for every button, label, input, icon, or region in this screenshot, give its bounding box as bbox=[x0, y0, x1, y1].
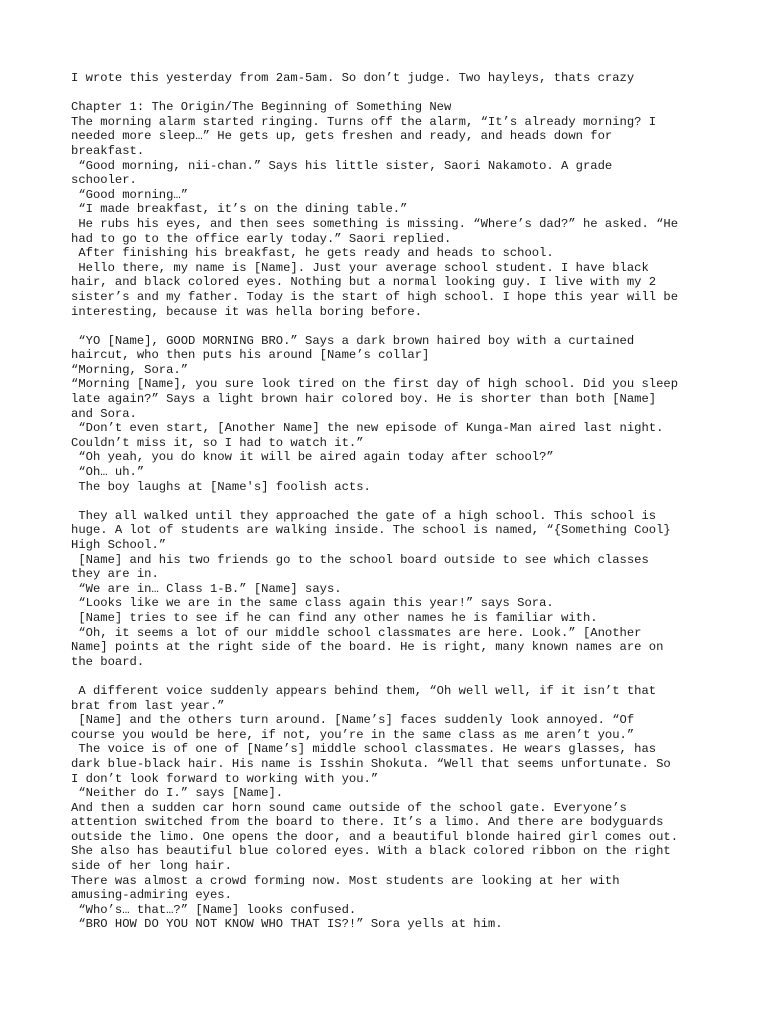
text-line: “BRO HOW DO YOU NOT KNOW WHO THAT IS?!” Sora yells at him. bbox=[71, 917, 503, 932]
text-line: High School.” bbox=[71, 538, 167, 552]
text-line: [Name] and his two friends go to the school board outside to see which classes bbox=[71, 552, 649, 567]
text-line: He rubs his eyes, and then sees something is missing. “Where’s dad?” he asked. “He bbox=[71, 216, 679, 231]
paragraph-gap bbox=[71, 494, 711, 509]
text-line: late again?” Says a light brown hair colored boy. He is shorter than both [Name] bbox=[71, 392, 657, 407]
text-line: brat from last year.” bbox=[71, 698, 225, 713]
text-line: “Good morning, nii-chan.” Says his little sister, Saori Nakamoto. A grade bbox=[71, 158, 613, 173]
text-line: The voice is of one of [Name’s] middle school classmates. He wears glasses, has bbox=[71, 742, 657, 757]
text-line: side of her long hair. bbox=[71, 859, 232, 874]
text-line: and Sora. bbox=[71, 406, 137, 421]
text-line: “Morning [Name], you sure look tired on the first day of high school. Did you sleep bbox=[71, 377, 679, 392]
text-line: “Looks like we are in the same class again this year!” says Sora. bbox=[71, 596, 554, 611]
text-line: amusing-admiring eyes. bbox=[71, 888, 232, 903]
text-line: Couldn’t miss it, so I had to watch it.” bbox=[71, 435, 364, 450]
text-line: the board. bbox=[71, 654, 145, 669]
text-line: There was almost a crowd forming now. Most students are looking at her with bbox=[71, 873, 620, 888]
text-line: interesting, because it was hella boring before. bbox=[71, 304, 423, 319]
text-line: attention switched from the board to there. It’s a limo. And there are bodyguards bbox=[71, 815, 664, 830]
text-line: “Oh, it seems a lot of our middle school classmates are here. Look.” [Another bbox=[71, 625, 642, 640]
text-line: “Neither do I.” says [Name]. bbox=[71, 786, 284, 801]
text-line: A different voice suddenly appears behind them, “Oh well well, if it isn’t that bbox=[71, 683, 657, 698]
text-line: haircut, who then puts his around [Name’s collar] bbox=[71, 348, 430, 363]
text-line: Hello there, my name is [Name]. Just your average school student. I have black bbox=[71, 260, 649, 275]
paragraph-gap bbox=[71, 86, 711, 101]
text-line: “We are in… Class 1-B.” [Name] says. bbox=[71, 581, 342, 596]
text-line: [Name] and the others turn around. [Name’s] faces suddenly look annoyed. “Of bbox=[71, 713, 635, 728]
text-line: had to go to the office early today.” Saori replied. bbox=[71, 231, 452, 246]
text-line: sister’s and my father. Today is the start of high school. I hope this year will be bbox=[71, 289, 679, 304]
text-line: outside the limo. One opens the door, and a beautiful blonde haired girl comes out. bbox=[71, 829, 679, 844]
text-line: “Who’s… that…?” [Name] looks confused. bbox=[71, 902, 357, 917]
text-line: I don’t look forward to working with you.” bbox=[71, 771, 379, 786]
text-line: And then a sudden car horn sound came outside of the school gate. Everyone’s bbox=[71, 800, 627, 815]
text-line: huge. A lot of students are walking inside. The school is named, “{Something Cool} bbox=[71, 523, 671, 538]
document-page bbox=[71, 71, 711, 932]
text-line: dark blue-black hair. His name is Isshin Shokuta. “Well that seems unfortunate. So bbox=[71, 756, 671, 771]
text-line: “Morning, Sora.” bbox=[71, 362, 189, 377]
text-line: “YO [Name], GOOD MORNING BRO.” Says a dark brown haired boy with a curtained bbox=[71, 333, 635, 348]
text-line: they are in. bbox=[71, 567, 159, 582]
text-line: breakfast. bbox=[71, 143, 145, 158]
text-line: needed more sleep…” He gets up, gets freshen and ready, and heads down for bbox=[71, 129, 613, 144]
text-line: “Good morning…” bbox=[71, 187, 189, 202]
text-line: “Oh yeah, you do know it will be aired again today after school?” bbox=[71, 450, 554, 465]
text-line: schooler. bbox=[71, 173, 137, 188]
paragraph-gap bbox=[71, 669, 711, 684]
text-line: Name] points at the right side of the board. He is right, many known names are on bbox=[71, 640, 664, 655]
text-line: Chapter 1: The Origin/The Beginning of Something New bbox=[71, 100, 452, 115]
text-line: They all walked until they approached the gate of a high school. This school is bbox=[71, 508, 657, 523]
text-line: She also has beautiful blue colored eyes. With a black colored ribbon on the right bbox=[71, 844, 671, 859]
text-line: “I made breakfast, it’s on the dining table.” bbox=[71, 202, 408, 217]
text-line: “Oh… uh.” bbox=[71, 465, 145, 480]
text-line: The morning alarm started ringing. Turns off the alarm, “It’s already morning? I bbox=[71, 114, 657, 129]
text-line: The boy laughs at [Name's] foolish acts. bbox=[71, 479, 371, 494]
text-line: After finishing his breakfast, he gets ready and heads to school. bbox=[71, 246, 554, 261]
text-line: course you would be here, if not, you’re in the same class as me aren’t you.” bbox=[71, 727, 635, 742]
paragraph-gap bbox=[71, 319, 711, 334]
text-line: [Name] tries to see if he can find any other names he is familiar with. bbox=[71, 610, 598, 625]
text-line: hair, and black colored eyes. Nothing but a normal looking guy. I live with my 2 bbox=[71, 275, 657, 290]
text-line: I wrote this yesterday from 2am-5am. So don’t judge. Two hayleys, thats crazy bbox=[71, 71, 635, 85]
text-line: “Don’t even start, [Another Name] the new episode of Kunga-Man aired last night. bbox=[71, 421, 664, 436]
